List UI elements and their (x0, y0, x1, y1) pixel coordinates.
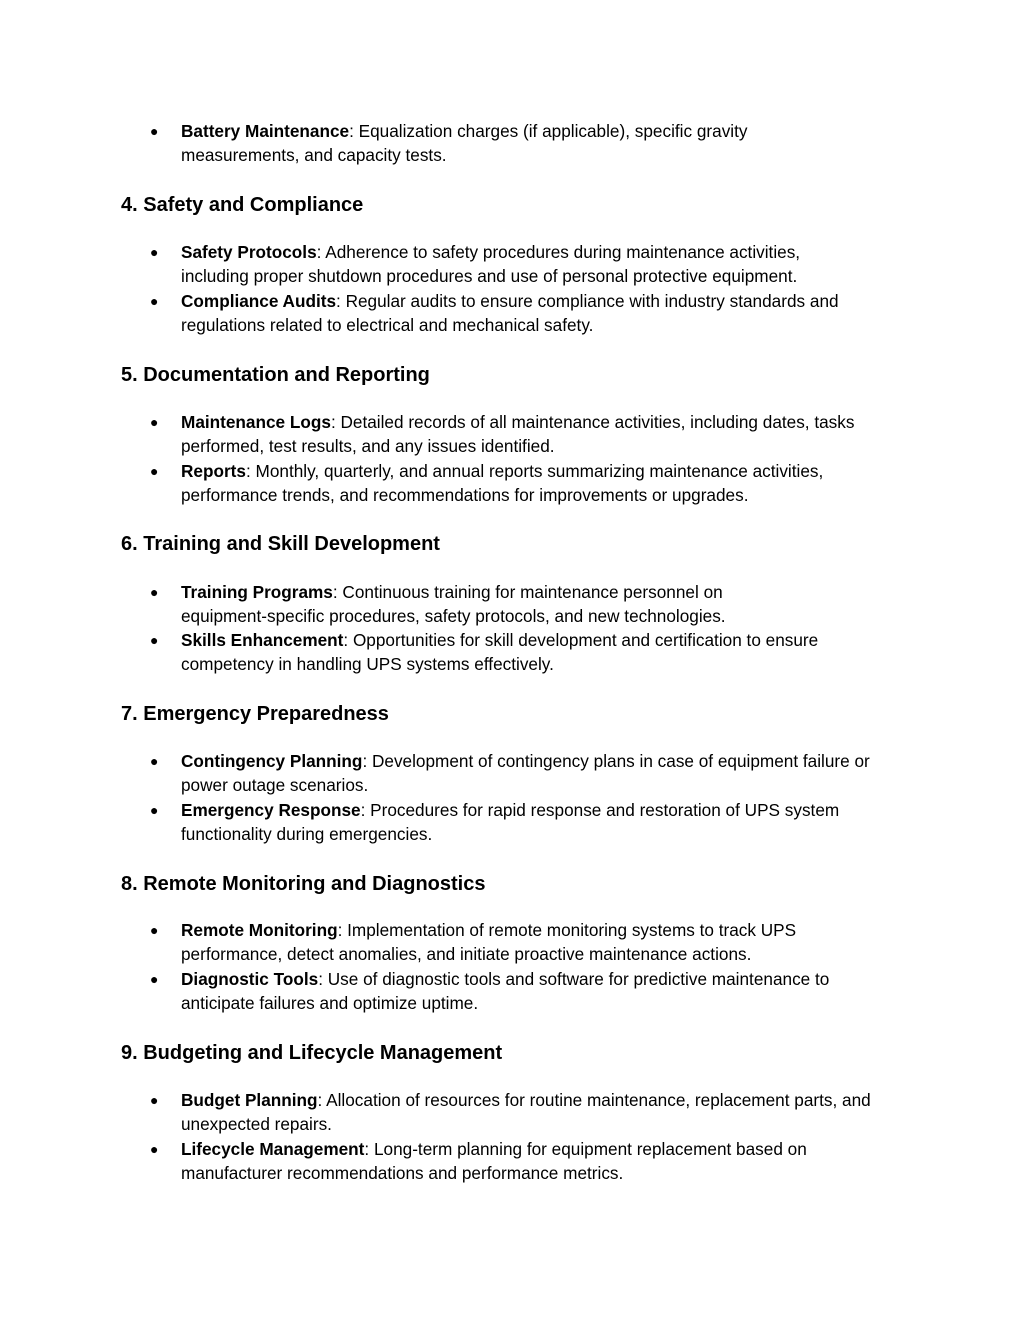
list-item-description: : Adherence to safety procedures during maintenance activities, including proper shutdown procedures and use of personal protective equipment. (181, 242, 801, 287)
section-heading: 7. Emergency Preparedness (121, 703, 389, 725)
list-item-description: : Opportunities for skill development and certification to ensure competency in handling UPS systems effectively. (181, 630, 819, 675)
list-item-term: Lifecycle Management (181, 1139, 365, 1159)
list-item-text (181, 240, 861, 289)
list-item-description: : Continuous training for maintenance personnel on equipment-specific procedures, safety protocols, and new technologies. (181, 582, 726, 627)
list-item-term: Budget Planning (181, 1090, 318, 1110)
list-item-text (181, 798, 896, 847)
bullet-icon: ● (150, 971, 159, 987)
bullet-icon: ● (150, 922, 159, 938)
bullet-icon: ● (150, 244, 159, 260)
list-item-text (181, 918, 851, 967)
list-item-term: Emergency Response (181, 800, 361, 820)
bullet-icon: ● (150, 414, 159, 430)
bullet-icon: ● (150, 802, 159, 818)
list-item-text (181, 459, 881, 508)
list-item-term: Remote Monitoring (181, 920, 338, 940)
list-item-description: : Regular audits to ensure compliance with industry standards and regulations related to electrical and mechanical safety. (181, 291, 839, 336)
list-item-description: : Allocation of resources for routine maintenance, replacement parts, and unexpected repairs. (181, 1090, 871, 1135)
section-heading: 9. Budgeting and Lifecycle Management (121, 1042, 503, 1064)
list-item-term: Maintenance Logs (181, 412, 331, 432)
list-item-text (181, 119, 801, 168)
section-heading: 6. Training and Skill Development (121, 533, 440, 555)
bullet-icon: ● (150, 123, 159, 139)
bullet-icon: ● (150, 1141, 159, 1157)
section-heading: 8. Remote Monitoring and Diagnostics (121, 873, 486, 895)
list-item-description: : Monthly, quarterly, and annual reports summarizing maintenance activities, performance trends, and recommendations for improvements or upgrades. (181, 461, 824, 506)
bullet-icon: ● (150, 293, 159, 309)
list-item-term: Battery Maintenance (181, 121, 350, 141)
list-item-term: Safety Protocols (181, 242, 317, 262)
list-item-text (181, 410, 909, 459)
list-item-description: : Procedures for rapid response and restoration of UPS system functionality during emergencies. (181, 800, 840, 845)
list-item-description: : Equalization charges (if applicable), specific gravity measurements, and capacity tests. (181, 121, 748, 166)
list-item-term: Reports (181, 461, 246, 481)
list-item-text (181, 289, 896, 338)
list-item-term: Diagnostic Tools (181, 969, 319, 989)
bullet-icon: ● (150, 1092, 159, 1108)
bullet-icon: ● (150, 463, 159, 479)
bullet-icon: ● (150, 584, 159, 600)
list-item-term: Skills Enhancement (181, 630, 344, 650)
list-item-text (181, 967, 886, 1016)
list-item-description: : Detailed records of all maintenance activities, including dates, tasks performed, test results, and any issues identified. (181, 412, 855, 457)
list-item-text (181, 1088, 896, 1137)
list-item-description: : Implementation of remote monitoring systems to track UPS performance, detect anomalies, and initiate proactive maintenance actions. (181, 920, 797, 965)
section-heading: 4. Safety and Compliance (121, 194, 364, 216)
list-item-text (181, 1137, 871, 1186)
list-item-description: : Development of contingency plans in case of equipment failure or power outage scenarios. (181, 751, 870, 796)
list-item-description: : Use of diagnostic tools and software for predictive maintenance to anticipate failures and optimize uptime. (181, 969, 830, 1014)
list-item-description: : Long-term planning for equipment replacement based on manufacturer recommendations and performance metrics. (181, 1139, 807, 1184)
list-item-term: Contingency Planning (181, 751, 363, 771)
bullet-icon: ● (150, 753, 159, 769)
list-item-text (181, 749, 909, 798)
section-heading: 5. Documentation and Reporting (121, 364, 430, 386)
list-item-term: Compliance Audits (181, 291, 337, 311)
bullet-icon: ● (150, 632, 159, 648)
list-item-text (181, 628, 881, 677)
list-item-text (181, 580, 781, 629)
list-item-term: Training Programs (181, 582, 333, 602)
